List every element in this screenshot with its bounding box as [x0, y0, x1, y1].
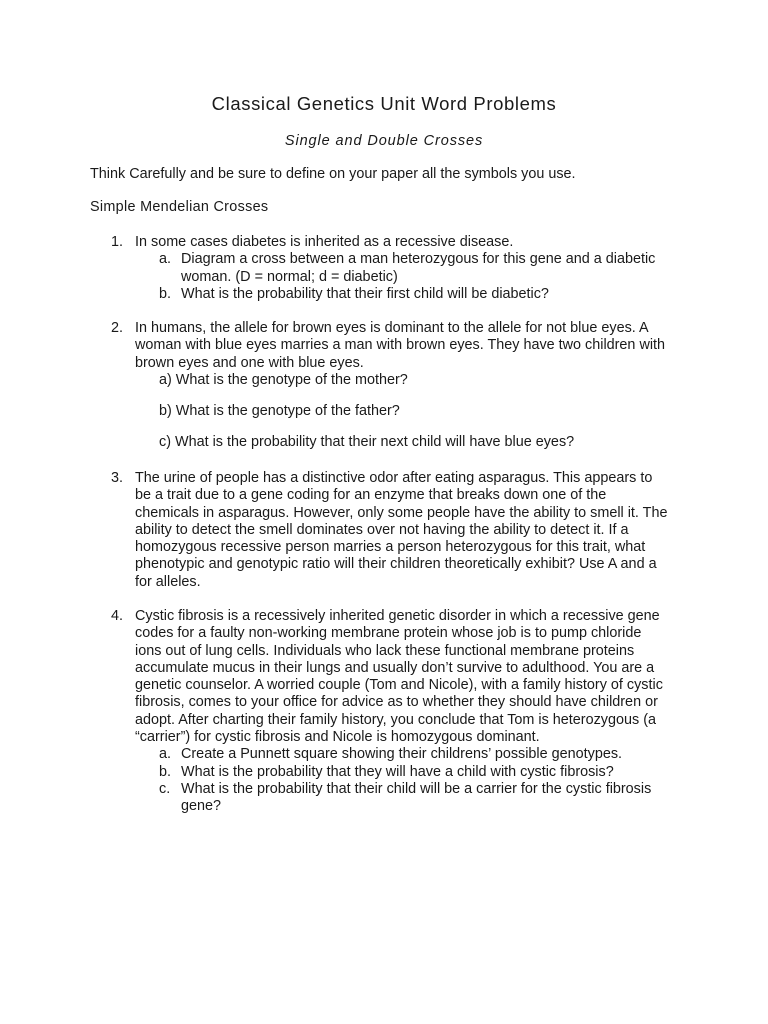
- question-number: 2.: [111, 320, 124, 336]
- question-3: [111, 470, 671, 591]
- question-4: [111, 608, 671, 816]
- sub-question-b: [159, 764, 671, 781]
- question-number: 1.: [111, 234, 124, 250]
- sub-question-a: a) What is the genotype of the mother?: [159, 371, 408, 388]
- section-heading: Simple Mendelian Crosses: [90, 199, 269, 215]
- sub-question-a: [159, 746, 671, 763]
- question-number: 4.: [111, 608, 124, 624]
- sub-question-label: b.: [159, 285, 172, 302]
- sub-question-text: What is the probability that their first child will be diabetic?: [181, 285, 549, 302]
- question-1: [111, 234, 671, 303]
- question-number: 3.: [111, 470, 124, 486]
- sub-question-a: [159, 251, 671, 286]
- sub-question-text: Diagram a cross between a man heterozygous for this gene and a diabetic woman. (D = normal; d = diabetic): [181, 251, 656, 285]
- sub-question-text: What is the probability that they will have a child with cystic fibrosis?: [181, 763, 614, 780]
- sub-question-text: What is the probability that their child will be a carrier for the cystic fibrosis gene?: [181, 780, 652, 815]
- sub-question-label: a.: [159, 746, 172, 763]
- intro-paragraph: Think Carefully and be sure to define on your paper all the symbols you use.: [90, 166, 576, 182]
- sub-question-c: [159, 781, 671, 816]
- document-subtitle: Single and Double Crosses: [284, 133, 484, 149]
- sub-question-b: b) What is the genotype of the father?: [159, 403, 400, 420]
- question-2: [111, 320, 671, 452]
- sub-question-b: [159, 286, 671, 303]
- question-text: In some cases diabetes is inherited as a recessive disease.: [135, 234, 514, 250]
- sub-question-label: c.: [159, 780, 171, 797]
- sub-question-text: Create a Punnett square showing their childrens’ possible genotypes.: [181, 746, 623, 763]
- question-text: The urine of people has a distinctive odor after eating asparagus. This appears to be a trait due to a gene coding for an enzyme that breaks down one of the chemicals in asparagus. However, only some people have the ability to smell it. The ability to detect the smell dominates over not having the ability to detect it. If a homozygous recessive person marries a person heterozygous for this trait, what phenotypic and genotypic ratio will their children theoretically exhibit? Use A and a for alleles.: [135, 470, 668, 590]
- question-text: In humans, the allele for brown eyes is dominant to the allele for not blue eyes. A woman with blue eyes marries a man with brown eyes. They have two children with brown eyes and one with blue eyes.: [135, 320, 666, 371]
- document-title: Classical Genetics Unit Word Problems: [211, 93, 557, 114]
- sub-question-c: c) What is the probability that their next child will have blue eyes?: [159, 434, 575, 451]
- sub-question-label: a.: [159, 251, 172, 268]
- question-text: Cystic fibrosis is a recessively inherited genetic disorder in which a recessive gene codes for a faulty non-working membrane protein whose job is to pump chloride ions out of lung cells. Individuals who lack these functional membrane proteins accumulate mucus in their lungs and usually don’t survive to adulthood. You are a genetic counselor. A worried couple (Tom and Nicole), with a family history of cystic fibrosis, comes to your office for advice as to whether they should have children or adopt. After charting their family history, you conclude that Tom is heterozygous (a “carrier”) for cystic fibrosis and Nicole is homozygous dominant.: [135, 608, 663, 746]
- sub-question-label: b.: [159, 763, 172, 780]
